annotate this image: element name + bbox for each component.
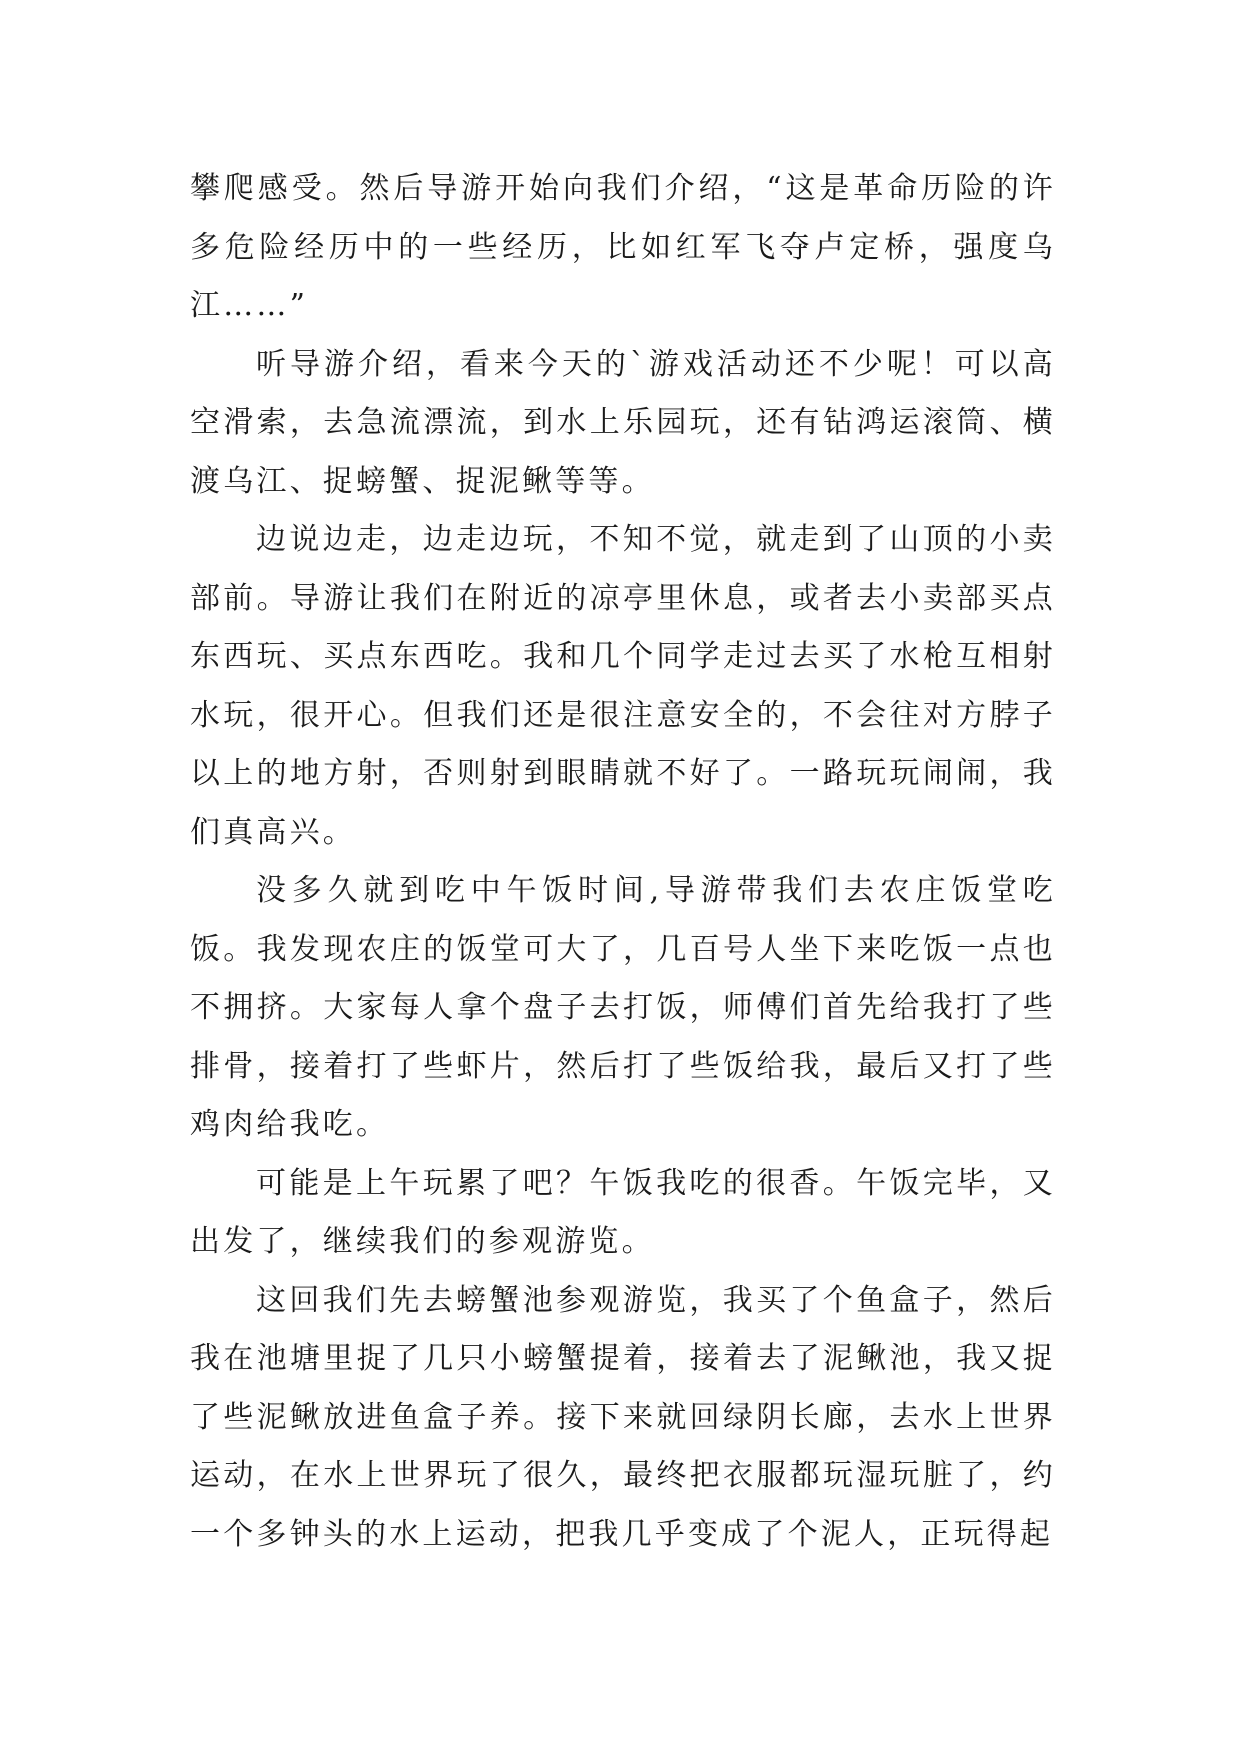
paragraph-5: 可能是上午玩累了吧？午饭我吃的很香。午饭完毕，又出发了，继续我们的参观游览。 bbox=[190, 1165, 1056, 1259]
paragraph-4: 没多久就到吃中午饭时间,导游带我们去农庄饭堂吃饭。我发现农庄的饭堂可大了，几百号人坐下来吃饭一点也不拥挤。大家每人拿个盘子去打饭，师傅们首先给我打了些排骨，接着打了些虾片，然后打了些饭给我，最后又打了些鸡肉给我吃。 bbox=[190, 873, 1056, 1142]
paragraph-6: 这回我们先去螃蟹池参观游览，我买了个鱼盒子，然后我在池塘里捉了几只小螃蟹提着，接着去了泥鳅池，我又捉了些泥鳅放进鱼盒子养。接下来就回绿阴长廊，去水上世界运动，在水上世界玩了很久，最终把衣服都玩湿玩脏了，约一个多钟头的水上运动，把我几乎变成了个泥人，正玩得起 bbox=[190, 1282, 1056, 1552]
paragraph-2: 听导游介绍，看来今天的`游戏活动还不少呢！可以高空滑索，去急流漂流，到水上乐园玩，还有钻鸿运滚筒、横渡乌江、捉螃蟹、捉泥鳅等等。 bbox=[190, 346, 1056, 499]
paragraph-1: 攀爬感受。然后导游开始向我们介绍，“这是革命历险的许多危险经历中的一些经历，比如红军飞夺卢定桥，强度乌江……” bbox=[190, 171, 1056, 323]
essay-body bbox=[190, 160, 1056, 1564]
paragraph-3: 边说边走，边走边玩，不知不觉，就走到了山顶的小卖部前。导游让我们在附近的凉亭里休息，或者去小卖部买点东西玩、买点东西吃。我和几个同学走过去买了水枪互相射水玩，很开心。但我们还是很注意安全的，不会往对方脖子以上的地方射，否则射到眼睛就不好了。一路玩玩闹闹，我们真高兴。 bbox=[190, 522, 1056, 850]
